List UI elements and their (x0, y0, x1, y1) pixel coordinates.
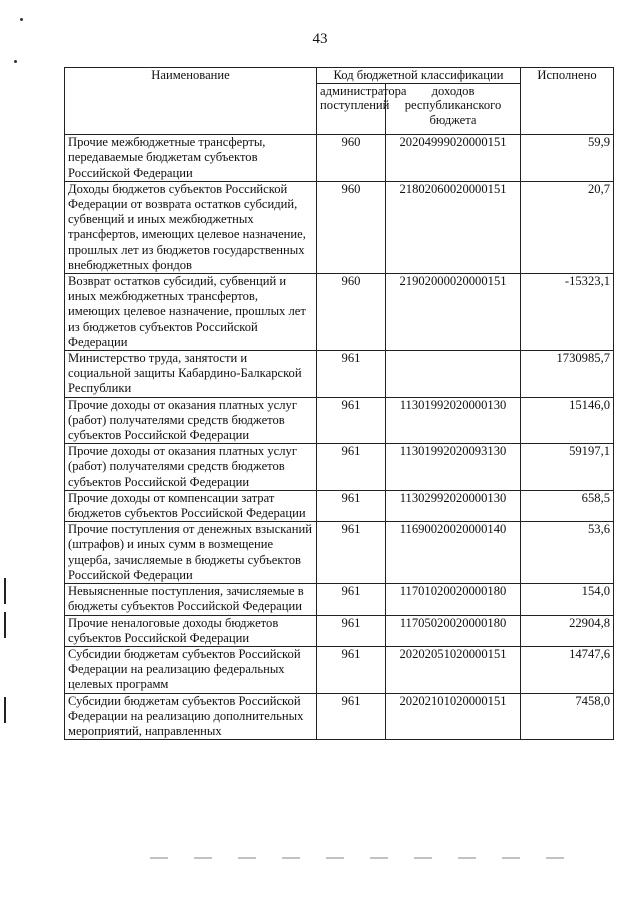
scan-mark-dot (14, 60, 17, 63)
scan-artifact (150, 857, 590, 859)
table-row (65, 397, 614, 444)
row-revenue-code: 11705020020000180 (386, 615, 521, 646)
row-executed-value: 22904,8 (521, 615, 614, 646)
row-admin-code: 961 (317, 693, 386, 740)
table-row (65, 351, 614, 398)
row-name: Прочие доходы от оказания платных услуг (работ) получателями средств бюджетов субъектов Российской Федерации (65, 444, 317, 491)
row-executed-value: 14747,6 (521, 646, 614, 693)
row-executed-value: 7458,0 (521, 693, 614, 740)
row-executed-value: 15146,0 (521, 397, 614, 444)
row-executed-value: 20,7 (521, 181, 614, 273)
row-revenue-code: 21802060020000151 (386, 181, 521, 273)
row-name: Невыясненные поступления, зачисляемые в бюджеты субъектов Российской Федерации (65, 584, 317, 615)
row-name: Прочие доходы от компенсации затрат бюджетов субъектов Российской Федерации (65, 490, 317, 521)
table-row (65, 615, 614, 646)
row-admin-code: 960 (317, 181, 386, 273)
table-row (65, 584, 614, 615)
header-revenue-code: доходов республиканского бюджета (386, 84, 521, 135)
row-revenue-code (386, 351, 521, 398)
row-name: Субсидии бюджетам субъектов Российской Федерации на реализацию дополнительных мероприятий, направленных (65, 693, 317, 740)
row-admin-code: 961 (317, 397, 386, 444)
row-admin-code: 961 (317, 584, 386, 615)
row-name: Возврат остатков субсидий, субвенций и иных межбюджетных трансфертов, имеющих целевое назначение, прошлых лет из бюджетов субъектов Российской Федерации (65, 274, 317, 351)
row-executed-value: 53,6 (521, 522, 614, 584)
row-name: Субсидии бюджетам субъектов Российской Федерации на реализацию федеральных целевых программ (65, 646, 317, 693)
row-revenue-code: 11302992020000130 (386, 490, 521, 521)
table-row (65, 274, 614, 351)
row-executed-value: 154,0 (521, 584, 614, 615)
margin-mark (4, 578, 6, 604)
row-admin-code: 960 (317, 135, 386, 182)
scan-mark-dot (20, 18, 23, 21)
row-admin-code: 960 (317, 274, 386, 351)
row-executed-value: 59197,1 (521, 444, 614, 491)
table-row (65, 444, 614, 491)
row-name: Прочие межбюджетные трансферты, передаваемые бюджетам субъектов Российской Федерации (65, 135, 317, 182)
header-executed: Исполнено (521, 68, 614, 135)
row-revenue-code: 11701020020000180 (386, 584, 521, 615)
table-row (65, 646, 614, 693)
row-admin-code: 961 (317, 444, 386, 491)
header-name: Наименование (65, 68, 317, 135)
row-executed-value: 658,5 (521, 490, 614, 521)
row-name: Прочие неналоговые доходы бюджетов субъектов Российской Федерации (65, 615, 317, 646)
row-revenue-code: 11301992020000130 (386, 397, 521, 444)
row-executed-value: -15323,1 (521, 274, 614, 351)
row-revenue-code: 20202051020000151 (386, 646, 521, 693)
row-name: Прочие поступления от денежных взысканий (штрафов) и иных сумм в возмещение ущерба, зачисляемые в бюджеты субъектов Российской Федерации (65, 522, 317, 584)
margin-mark (4, 697, 6, 723)
row-revenue-code: 20202101020000151 (386, 693, 521, 740)
row-revenue-code: 21902000020000151 (386, 274, 521, 351)
row-admin-code: 961 (317, 646, 386, 693)
row-admin-code: 961 (317, 351, 386, 398)
row-admin-code: 961 (317, 490, 386, 521)
table-row (65, 181, 614, 273)
row-name: Прочие доходы от оказания платных услуг (работ) получателями средств бюджетов субъектов Российской Федерации (65, 397, 317, 444)
table-row (65, 490, 614, 521)
header-admin-code: администратора поступлений (317, 84, 386, 135)
row-admin-code: 961 (317, 522, 386, 584)
row-name: Доходы бюджетов субъектов Российской Федерации от возврата остатков субсидий, субвенций и иных межбюджетных трансфертов, имеющих целевое назначение, прошлых лет из бюджетов государственных внебюджетных фондов (65, 181, 317, 273)
row-name: Министерство труда, занятости и социальной защиты Кабардино-Балкарской Республики (65, 351, 317, 398)
table-row (65, 135, 614, 182)
margin-mark (4, 612, 6, 638)
page-number: 43 (312, 31, 328, 47)
row-revenue-code: 20204999020000151 (386, 135, 521, 182)
header-code-group: Код бюджетной классификации (317, 68, 521, 84)
row-executed-value: 1730985,7 (521, 351, 614, 398)
row-revenue-code: 11301992020093130 (386, 444, 521, 491)
row-executed-value: 59,9 (521, 135, 614, 182)
table-row (65, 522, 614, 584)
row-revenue-code: 11690020020000140 (386, 522, 521, 584)
row-admin-code: 961 (317, 615, 386, 646)
budget-revenue-table (64, 67, 614, 740)
table-row (65, 693, 614, 740)
